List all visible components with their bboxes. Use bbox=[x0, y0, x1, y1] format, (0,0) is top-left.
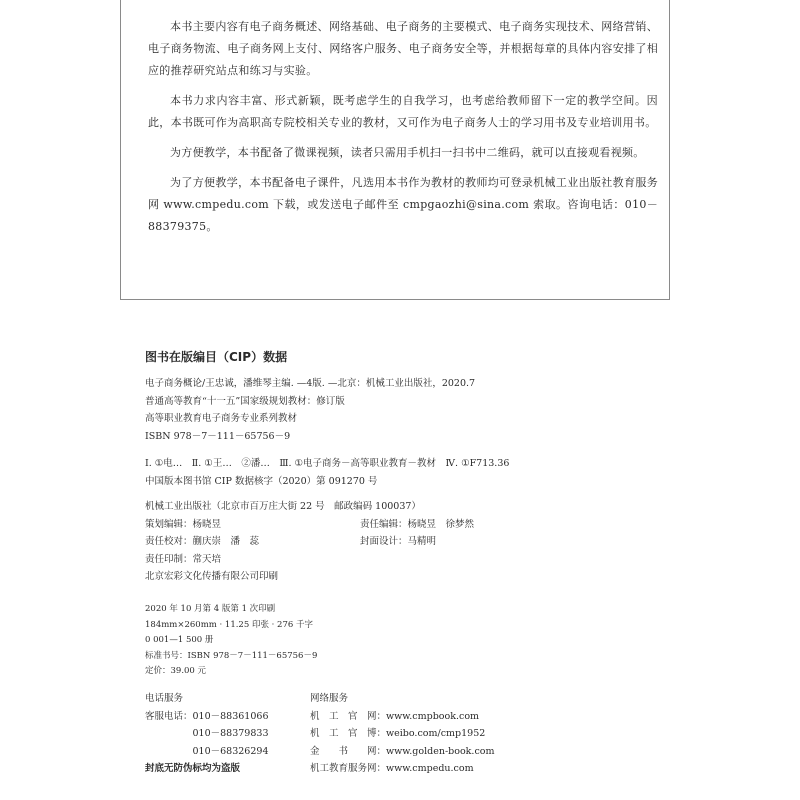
services-row bbox=[145, 760, 665, 778]
cip-line: ISBN 978－7－111－65756－9 bbox=[145, 430, 291, 442]
printer-line: 北京宏彩文化传播有限公司印刷 bbox=[145, 571, 279, 582]
spacer bbox=[145, 445, 665, 455]
print-info-line: 184mm×260mm · 11.25 印张 · 276 千字 bbox=[145, 619, 313, 630]
network-service-header: 网络服务 bbox=[310, 693, 349, 704]
print-info-line: 2020 年 10 月第 4 版第 1 次印刷 bbox=[145, 604, 276, 614]
cip-library-number: 中国版本图书馆 CIP 数据核字（2020）第 091270 号 bbox=[145, 475, 378, 487]
phone-entry: 010－88379833 bbox=[145, 728, 269, 739]
print-info-line: 标准书号：ISBN 978－7－111－65756－9 bbox=[145, 650, 318, 661]
credits-section bbox=[145, 498, 665, 586]
abstract-paragraph: 本书主要内容有电子商务概述、网络基础、电子商务的主要模式、电子商务实现技术、网络营销、电子商务物流、电子商务网上支付、网络客户服务、电子商务安全等，并根据每章的具体内容安排了相应的推荐研究站点和练习与实验。 bbox=[148, 20, 658, 77]
publisher-line: 机械工业出版社（北京市百万庄大街 22 号 邮政编码 100037） bbox=[145, 501, 421, 512]
abstract-paragraph: 本书力求内容丰富、形式新颖，既考虑学生的自我学习，也考虑给教师留下一定的教学空间。因此，本书既可作为高职高专院校相关专业的教材，又可作为电子商务人士的学习用书及专业培训用书。 bbox=[148, 94, 658, 129]
cover-design: 封面设计：马精明 bbox=[360, 536, 437, 547]
proof-row bbox=[145, 533, 665, 551]
cip-line: 电子商务概论/王忠诚，潘维琴主编. —4版. —北京：机械工业出版社，2020.7 bbox=[145, 378, 476, 389]
network-entry: 机 工 官 博：weibo.com/cmp1952 bbox=[310, 728, 486, 739]
services-row bbox=[145, 708, 665, 726]
abstract-paragraph: 为了方便教学，本书配备电子课件，凡选用本书作为教材的教师均可登录机械工业出版社教育服务网 www.cmpedu.com 下载，或发送电子邮件至 cmpgaozhi@sina.com 索取。咨询电话：010－88379375。 bbox=[148, 176, 658, 233]
services-row bbox=[145, 743, 665, 761]
cip-line: 普通高等教育“十一五”国家级规划教材：修订版 bbox=[145, 395, 345, 407]
production-line: 责任印制：常天培 bbox=[145, 553, 222, 565]
services-row bbox=[145, 725, 665, 743]
phone-entry: 客服电话：010－88361066 bbox=[145, 710, 269, 722]
services-section bbox=[145, 690, 665, 778]
cip-title: 图书在版编目（CIP）数据 bbox=[145, 350, 288, 364]
phone-entry: 010－68326294 bbox=[145, 745, 269, 757]
responsible-editor: 责任编辑：杨晓昱 徐梦然 bbox=[360, 518, 475, 530]
network-entry: 机 工 官 网：www.cmpbook.com bbox=[310, 710, 480, 722]
phone-service-header: 电话服务 bbox=[145, 693, 184, 704]
abstract-section bbox=[148, 16, 658, 246]
cip-section bbox=[145, 348, 665, 490]
abstract-paragraph: 为方便教学，本书配备了微课视频，读者只需用手机扫一扫书中二维码，就可以直接观看视频。 bbox=[170, 146, 645, 159]
proofreader: 责任校对：蒯庆崇 潘 蕊 bbox=[145, 536, 260, 547]
cip-line: 高等职业教育电子商务专业系列教材 bbox=[145, 413, 298, 424]
print-info-section bbox=[145, 602, 665, 680]
print-info-line: 0 001—1 500 册 bbox=[145, 635, 214, 645]
price-line: 定价：39.00 元 bbox=[145, 666, 207, 676]
services-header-row bbox=[145, 690, 665, 708]
cip-classification: Ⅰ. ①电… Ⅱ. ①王… ②潘… Ⅲ. ①电子商务－高等职业教育－教材 Ⅳ. ①F713.36 bbox=[145, 458, 510, 469]
anti-piracy-notice: 封底无防伪标均为盗版 bbox=[145, 763, 241, 774]
planning-editor: 策划编辑：杨晓昱 bbox=[145, 518, 222, 530]
network-entry: 金 书 网：www.golden-book.com bbox=[310, 745, 495, 757]
edu-service-entry: 机工教育服务网：www.cmpedu.com bbox=[310, 763, 474, 774]
editors-row bbox=[145, 516, 665, 534]
